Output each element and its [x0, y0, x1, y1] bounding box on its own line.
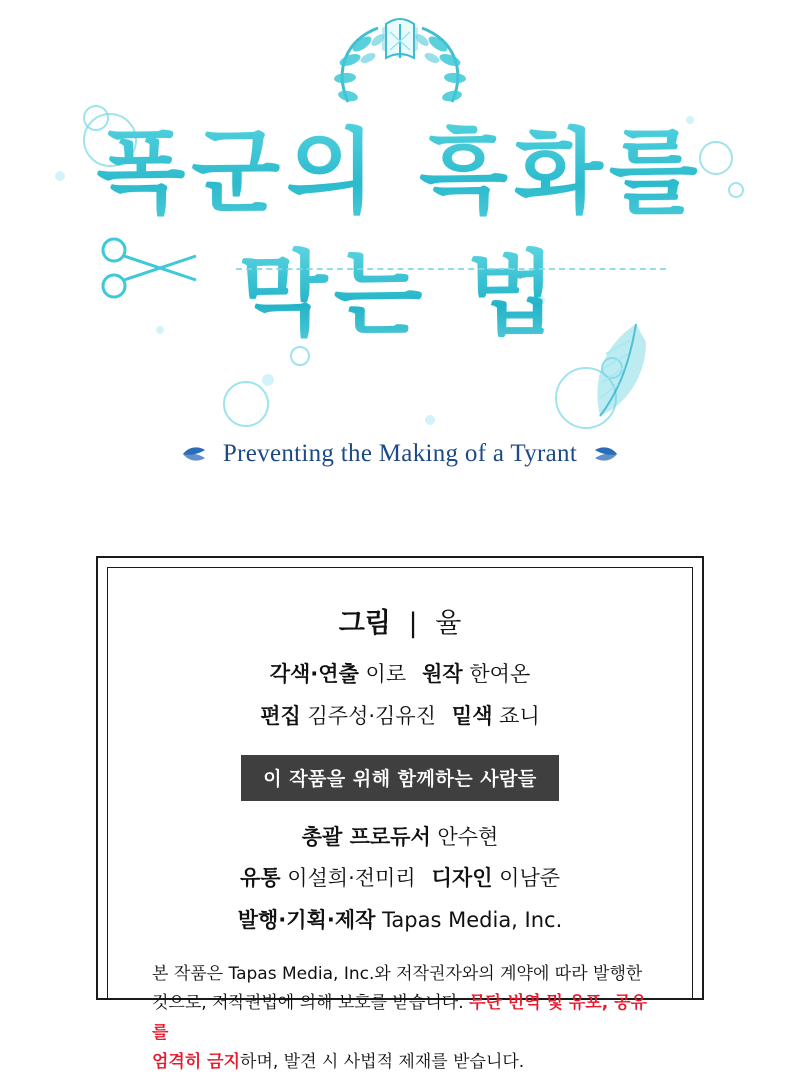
credit-name-value: 이로	[365, 662, 407, 687]
english-subtitle: Preventing the Making of a Tyrant	[222, 440, 578, 467]
credit-role-label: 각색·연출	[269, 662, 359, 687]
credit-name-value: 김주성·김유진	[307, 703, 436, 728]
credit-name-value: 한여온	[469, 662, 531, 687]
legal-line-3-highlight: 엄격히 금지	[152, 1051, 241, 1072]
credit-role-label: 원작	[422, 662, 463, 687]
credit-role-label: 편집	[260, 703, 301, 728]
credit-name-value: Tapas Media, Inc.	[382, 907, 563, 932]
credit-name-value: 안수현	[437, 825, 499, 850]
legal-line-2-text: 것으로, 저작권법에 의해 보호를 받습니다.	[152, 993, 470, 1014]
credit-line	[108, 660, 692, 688]
credit-line	[108, 702, 692, 730]
credit-role-label: 유통	[239, 866, 281, 891]
credit-name-value: 율	[435, 608, 462, 639]
credit-role-label: 밑색	[451, 703, 493, 728]
korean-title-line1: 폭군의 흑화를	[0, 120, 800, 226]
credits-box	[96, 556, 704, 1072]
korean-title-line2: 막는 법	[0, 242, 800, 348]
credits-inner	[107, 567, 693, 1072]
english-subtitle-row	[0, 440, 800, 468]
credit-role-label: 발행·기획·제작	[237, 907, 376, 932]
credit-role-label: 총괄 프로듀서	[301, 825, 431, 850]
leaf-icon	[181, 445, 207, 463]
legal-line-2-highlight: 무단 번역 및 유포, 공유를	[152, 993, 647, 1043]
legal-line-1: 본 작품은 Tapas Media, Inc.와 저작권자와의 계약에 따라 발행한	[152, 964, 643, 985]
credit-separator: |	[408, 608, 418, 639]
legal-notice	[108, 960, 692, 1077]
legal-line-3	[152, 1048, 648, 1077]
credits-primary-list	[108, 606, 692, 730]
credit-line	[108, 906, 692, 934]
legal-line-2	[152, 989, 648, 1047]
credit-name-value: 이설희·전미리	[287, 866, 416, 891]
dashed-cut-line	[236, 268, 666, 270]
feather-icon	[580, 320, 660, 430]
leaf-icon	[593, 445, 619, 463]
credits-secondary-list	[108, 823, 692, 934]
credit-name-value: 이남준	[499, 866, 561, 891]
credit-line	[108, 606, 692, 642]
credit-role-label: 그림	[338, 608, 391, 639]
legal-line-3-text: 하며, 발견 시 사법적 제재를 받습니다.	[240, 1051, 525, 1072]
credit-line	[108, 864, 692, 892]
scissors-icon	[96, 236, 206, 300]
credit-line	[108, 823, 692, 851]
credits-banner: 이 작품을 위해 함께하는 사람들	[241, 755, 559, 801]
laurel-wreath-book-emblem-icon	[290, 10, 510, 130]
credit-name-value: 죠니	[499, 703, 540, 728]
title-artwork	[0, 0, 800, 520]
credit-role-label: 디자인	[431, 866, 493, 891]
